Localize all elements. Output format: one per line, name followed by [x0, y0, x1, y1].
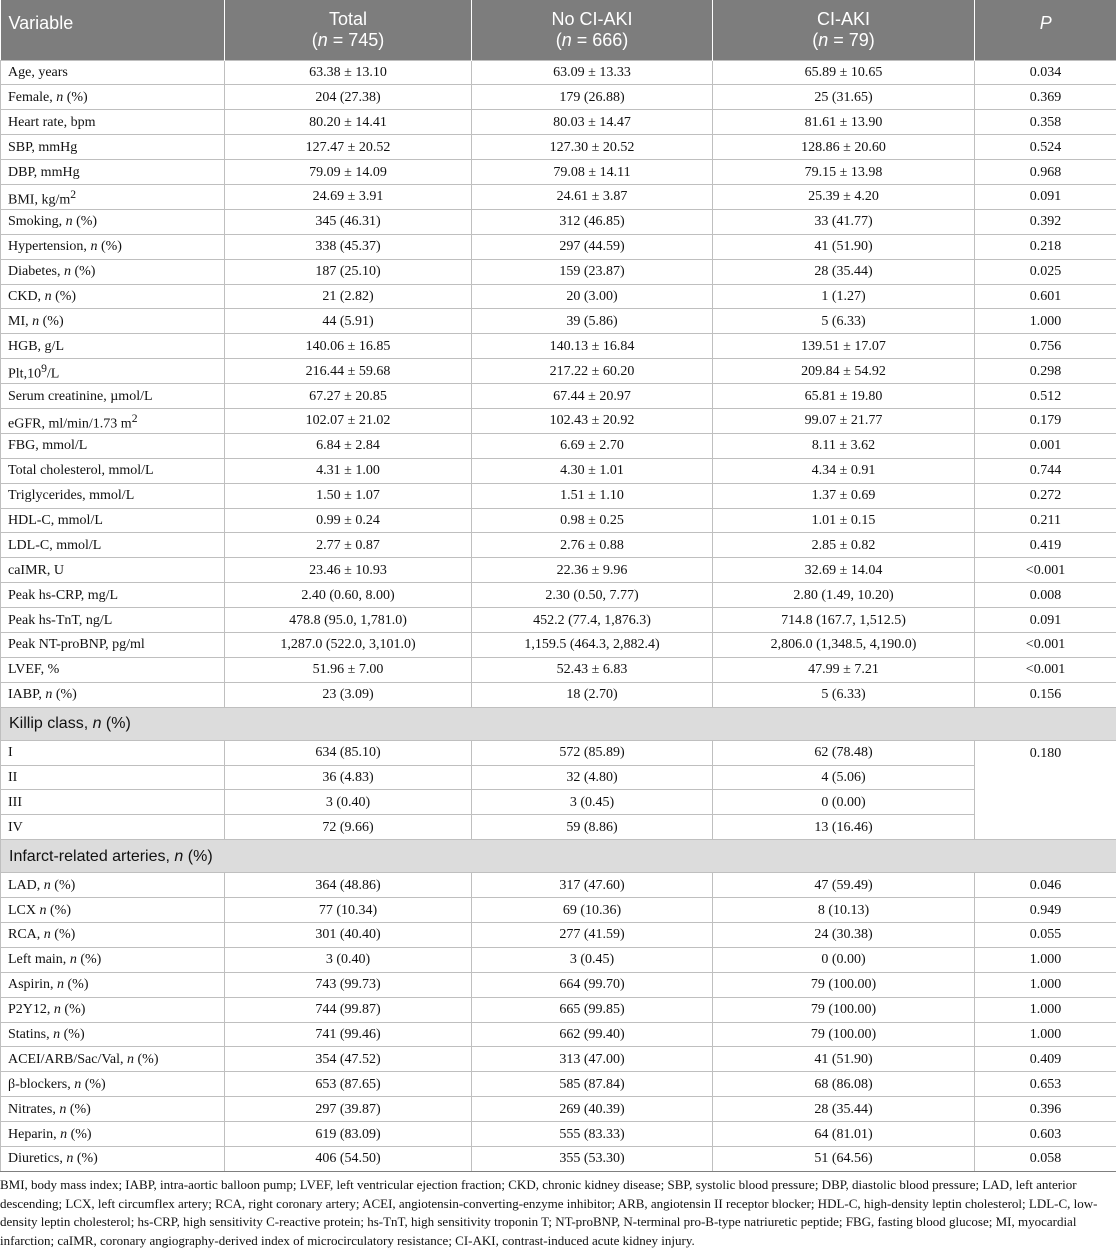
cell-no-ci-aki: 63.09 ± 13.33	[472, 60, 713, 85]
table-row	[1, 234, 1116, 259]
row-label: $Plt,10^9/L$	[1, 359, 225, 384]
cell-no-ci-aki: 4.30 ± 1.01	[472, 458, 713, 483]
row-label: β-blockers, n (%)	[1, 1072, 225, 1097]
table-row	[1, 923, 1116, 948]
cell-no-ci-aki: 1.51 ± 1.10	[472, 483, 713, 508]
cell-total: 297 (39.87)	[225, 1097, 472, 1122]
cell-no-ci-aki: 313 (47.00)	[472, 1047, 713, 1072]
cell-total: 67.27 ± 20.85	[225, 384, 472, 409]
cell-p-value: 0.744	[975, 458, 1116, 483]
row-label: RCA, n (%)	[1, 923, 225, 948]
row-label: Statins, n (%)	[1, 1022, 225, 1047]
row-label: Serum creatinine, µmol/L	[1, 384, 225, 409]
cell-total: 80.20 ± 14.41	[225, 110, 472, 135]
header-ci-aki-n: (n = 79)	[812, 29, 875, 50]
cell-total: 23.46 ± 10.93	[225, 558, 472, 583]
cell-no-ci-aki: 127.30 ± 20.52	[472, 135, 713, 160]
cell-ci-aki: 209.84 ± 54.92	[713, 359, 975, 384]
cell-p-value: 0.369	[975, 85, 1116, 110]
cell-no-ci-aki: 662 (99.40)	[472, 1022, 713, 1047]
cell-no-ci-aki: 664 (99.70)	[472, 972, 713, 997]
section-title: Infarct-related arteries, n (%)	[1, 840, 1116, 873]
row-label: Diuretics, n (%)	[1, 1147, 225, 1172]
header-total-n: (n = 745)	[311, 29, 385, 50]
table-row	[1, 160, 1116, 185]
row-label: caIMR, U	[1, 558, 225, 583]
cell-p-value: 1.000	[975, 947, 1116, 972]
cell-no-ci-aki: 269 (40.39)	[472, 1097, 713, 1122]
row-label: MI, n (%)	[1, 309, 225, 334]
cell-total: 21 (2.82)	[225, 284, 472, 309]
cell-no-ci-aki: 24.61 ± 3.87	[472, 184, 713, 209]
cell-total: 634 (85.10)	[225, 740, 472, 765]
cell-no-ci-aki: 39 (5.86)	[472, 309, 713, 334]
cell-p-value: 0.272	[975, 483, 1116, 508]
cell-no-ci-aki: 665 (99.85)	[472, 997, 713, 1022]
cell-p-value: 0.091	[975, 608, 1116, 633]
table-row	[1, 309, 1116, 334]
cell-no-ci-aki: 67.44 ± 20.97	[472, 384, 713, 409]
cell-no-ci-aki: 32 (4.80)	[472, 765, 713, 790]
cell-p-value: 0.512	[975, 384, 1116, 409]
table-row	[1, 384, 1116, 409]
table-row	[1, 558, 1116, 583]
table-row	[1, 815, 1116, 840]
row-label: LAD, n (%)	[1, 873, 225, 898]
row-label: FBG, mmol/L	[1, 433, 225, 458]
cell-ci-aki: 41 (51.90)	[713, 234, 975, 259]
cell-ci-aki: 79 (100.00)	[713, 972, 975, 997]
cell-total: 72 (9.66)	[225, 815, 472, 840]
cell-ci-aki: 139.51 ± 17.07	[713, 334, 975, 359]
cell-total: 3 (0.40)	[225, 790, 472, 815]
cell-ci-aki: 714.8 (167.7, 1,512.5)	[713, 608, 975, 633]
cell-p-value: 0.653	[975, 1072, 1116, 1097]
row-label: IV	[1, 815, 225, 840]
table-row	[1, 359, 1116, 384]
row-label: Total cholesterol, mmol/L	[1, 458, 225, 483]
cell-p-value: 0.949	[975, 898, 1116, 923]
cell-total: 619 (83.09)	[225, 1122, 472, 1147]
cell-p-value: 0.396	[975, 1097, 1116, 1122]
cell-ci-aki: 2.85 ± 0.82	[713, 533, 975, 558]
row-label: Triglycerides, mmol/L	[1, 483, 225, 508]
cell-p-value: 0.601	[975, 284, 1116, 309]
row-label: Heart rate, bpm	[1, 110, 225, 135]
cell-no-ci-aki: 312 (46.85)	[472, 209, 713, 234]
table-footnote: BMI, body mass index; IABP, intra-aortic balloon pump; LVEF, left ventricular ejection fraction; CKD, chronic kidney disease; SBP, systolic blood pressure; DBP, diastolic blood pressure; LAD, left anterior descending; LCX, left circumflex artery; RCA, right coronary artery; ACEI, angiotensin-converting-enzyme inhibitor; ARB, angiotensin II receptor blocker; HDL-C, high-density leptin cholesterol; LDL-C, low-density leptin cholesterol; hs-CRP, high sensitivity C-reactive protein; hs-TnT, high sensitivity troponin T; NT-proBNP, N-terminal pro-B-type natriuretic peptide; FBG, fasting blood glucose; MI, myocardial infarction; caIMR, coronary angiography-derived index of microcirculatory resistance; CI-AKI, contrast-induced acute kidney injury.	[0, 1177, 1098, 1248]
cell-no-ci-aki: 317 (47.60)	[472, 873, 713, 898]
table-row	[1, 135, 1116, 160]
row-label: Peak hs-CRP, mg/L	[1, 583, 225, 608]
cell-p-value: 1.000	[975, 1022, 1116, 1047]
cell-ci-aki: 8.11 ± 3.62	[713, 433, 975, 458]
cell-ci-aki: 1.01 ± 0.15	[713, 508, 975, 533]
row-label: III	[1, 790, 225, 815]
cell-ci-aki: 24 (30.38)	[713, 923, 975, 948]
table-row	[1, 60, 1116, 85]
table-row	[1, 740, 1116, 765]
cell-no-ci-aki: 555 (83.33)	[472, 1122, 713, 1147]
table-row	[1, 259, 1116, 284]
cell-p-value: 0.392	[975, 209, 1116, 234]
cell-total: 478.8 (95.0, 1,781.0)	[225, 608, 472, 633]
cell-ci-aki: 5 (6.33)	[713, 309, 975, 334]
cell-p-value: <0.001	[975, 657, 1116, 682]
cell-no-ci-aki: 585 (87.84)	[472, 1072, 713, 1097]
header-ci-aki-label: CI-AKI	[816, 8, 870, 29]
cell-ci-aki: 25.39 ± 4.20	[713, 184, 975, 209]
row-label: Peak NT-proBNP, pg/ml	[1, 632, 225, 657]
cell-total: 24.69 ± 3.91	[225, 184, 472, 209]
cell-ci-aki: 0 (0.00)	[713, 947, 975, 972]
table-row	[1, 483, 1116, 508]
header-no-ci-aki-label: No CI-AKI	[551, 8, 633, 29]
cell-no-ci-aki: 18 (2.70)	[472, 682, 713, 707]
cell-total: 79.09 ± 14.09	[225, 160, 472, 185]
section-killip-class	[1, 707, 1116, 740]
cell-total: 63.38 ± 13.10	[225, 60, 472, 85]
cell-no-ci-aki: 297 (44.59)	[472, 234, 713, 259]
cell-ci-aki: 1.37 ± 0.69	[713, 483, 975, 508]
cell-no-ci-aki: 80.03 ± 14.47	[472, 110, 713, 135]
table-row	[1, 632, 1116, 657]
cell-p-value: 0.058	[975, 1147, 1116, 1172]
row-label: Nitrates, n (%)	[1, 1097, 225, 1122]
table-row	[1, 1122, 1116, 1147]
row-label: II	[1, 765, 225, 790]
row-label: Heparin, n (%)	[1, 1122, 225, 1147]
cell-total: 2.40 (0.60, 8.00)	[225, 583, 472, 608]
cell-no-ci-aki: 59 (8.86)	[472, 815, 713, 840]
row-label: LVEF, %	[1, 657, 225, 682]
cell-p-value: 0.025	[975, 259, 1116, 284]
cell-no-ci-aki: 159 (23.87)	[472, 259, 713, 284]
table-row	[1, 765, 1116, 790]
cell-ci-aki: 47 (59.49)	[713, 873, 975, 898]
header-no-ci-aki	[472, 0, 713, 60]
cell-total: 216.44 ± 59.68	[225, 359, 472, 384]
table-row	[1, 1147, 1116, 1172]
section-infarct-related-arteries	[1, 840, 1116, 873]
cell-no-ci-aki: 140.13 ± 16.84	[472, 334, 713, 359]
cell-total: 338 (45.37)	[225, 234, 472, 259]
cell-total: 187 (25.10)	[225, 259, 472, 284]
cell-p-value: 0.001	[975, 433, 1116, 458]
cell-no-ci-aki: 2.76 ± 0.88	[472, 533, 713, 558]
table-row	[1, 458, 1116, 483]
row-label: eGFR, ml/min/1.73 $m^2$	[1, 408, 225, 433]
cell-p-value: 0.358	[975, 110, 1116, 135]
cell-no-ci-aki: 79.08 ± 14.11	[472, 160, 713, 185]
row-label: HDL-C, mmol/L	[1, 508, 225, 533]
cell-p-value: 0.409	[975, 1047, 1116, 1072]
cell-ci-aki: 65.89 ± 10.65	[713, 60, 975, 85]
cell-p-value: 0.211	[975, 508, 1116, 533]
cell-no-ci-aki: 22.36 ± 9.96	[472, 558, 713, 583]
table-row	[1, 657, 1116, 682]
table-row	[1, 408, 1116, 433]
cell-p-value: 0.055	[975, 923, 1116, 948]
table-row	[1, 433, 1116, 458]
row-label: HGB, g/L	[1, 334, 225, 359]
cell-total: 44 (5.91)	[225, 309, 472, 334]
row-label: IABP, n (%)	[1, 682, 225, 707]
cell-total: 6.84 ± 2.84	[225, 433, 472, 458]
cell-ci-aki: 2.80 (1.49, 10.20)	[713, 583, 975, 608]
cell-total: 2.77 ± 0.87	[225, 533, 472, 558]
cell-ci-aki: 25 (31.65)	[713, 85, 975, 110]
cell-p-value: <0.001	[975, 558, 1116, 583]
cell-ci-aki: 81.61 ± 13.90	[713, 110, 975, 135]
cell-p-value: 0.156	[975, 682, 1116, 707]
cell-total: 406 (54.50)	[225, 1147, 472, 1172]
row-label: SBP, mmHg	[1, 135, 225, 160]
cell-p-value: 0.603	[975, 1122, 1116, 1147]
row-label: I	[1, 740, 225, 765]
cell-no-ci-aki: 277 (41.59)	[472, 923, 713, 948]
cell-total: 345 (46.31)	[225, 209, 472, 234]
cell-p-value: 0.034	[975, 60, 1116, 85]
table-row	[1, 1072, 1116, 1097]
section-title: Killip class, n (%)	[1, 707, 1116, 740]
cell-p-value: 0.091	[975, 184, 1116, 209]
cell-no-ci-aki: 6.69 ± 2.70	[472, 433, 713, 458]
cell-total: 1,287.0 (522.0, 3,101.0)	[225, 632, 472, 657]
cell-ci-aki: 13 (16.46)	[713, 815, 975, 840]
table-row	[1, 1022, 1116, 1047]
cell-ci-aki: 5 (6.33)	[713, 682, 975, 707]
cell-total: 301 (40.40)	[225, 923, 472, 948]
cell-no-ci-aki: 452.2 (77.4, 1,876.3)	[472, 608, 713, 633]
cell-total: 4.31 ± 1.00	[225, 458, 472, 483]
cell-ci-aki: 51 (64.56)	[713, 1147, 975, 1172]
header-p-value: P	[975, 0, 1116, 60]
table-row	[1, 110, 1116, 135]
cell-ci-aki: 0 (0.00)	[713, 790, 975, 815]
cell-total: 36 (4.83)	[225, 765, 472, 790]
cell-no-ci-aki: 20 (3.00)	[472, 284, 713, 309]
cell-ci-aki: 64 (81.01)	[713, 1122, 975, 1147]
header-variable: Variable	[1, 0, 225, 60]
cell-p-value-killip: 0.180	[975, 740, 1116, 840]
cell-no-ci-aki: 179 (26.88)	[472, 85, 713, 110]
cell-total: 77 (10.34)	[225, 898, 472, 923]
row-label: Diabetes, n (%)	[1, 259, 225, 284]
cell-p-value: 0.218	[975, 234, 1116, 259]
cell-p-value: 1.000	[975, 309, 1116, 334]
header-total-label: Total	[328, 8, 368, 29]
cell-ci-aki: 62 (78.48)	[713, 740, 975, 765]
table-row	[1, 682, 1116, 707]
row-label: P2Y12, n (%)	[1, 997, 225, 1022]
cell-p-value: 0.524	[975, 135, 1116, 160]
table-row	[1, 284, 1116, 309]
cell-total: 51.96 ± 7.00	[225, 657, 472, 682]
cell-p-value: 0.419	[975, 533, 1116, 558]
table-row	[1, 184, 1116, 209]
cell-ci-aki: 33 (41.77)	[713, 209, 975, 234]
row-label: Female, n (%)	[1, 85, 225, 110]
cell-total: 0.99 ± 0.24	[225, 508, 472, 533]
cell-ci-aki: 79 (100.00)	[713, 1022, 975, 1047]
row-label: LCX n (%)	[1, 898, 225, 923]
row-label: CKD, n (%)	[1, 284, 225, 309]
cell-no-ci-aki: 2.30 (0.50, 7.77)	[472, 583, 713, 608]
cell-p-value: 0.968	[975, 160, 1116, 185]
row-label: LDL-C, mmol/L	[1, 533, 225, 558]
table-row	[1, 947, 1116, 972]
cell-total: 23 (3.09)	[225, 682, 472, 707]
cell-no-ci-aki: 69 (10.36)	[472, 898, 713, 923]
row-label: Peak hs-TnT, ng/L	[1, 608, 225, 633]
table-header	[1, 0, 1116, 60]
cell-no-ci-aki: 52.43 ± 6.83	[472, 657, 713, 682]
table-row	[1, 898, 1116, 923]
cell-p-value: 0.046	[975, 873, 1116, 898]
row-label: DBP, mmHg	[1, 160, 225, 185]
cell-p-value: 0.298	[975, 359, 1116, 384]
cell-no-ci-aki: 3 (0.45)	[472, 947, 713, 972]
cell-total: 653 (87.65)	[225, 1072, 472, 1097]
cell-ci-aki: 8 (10.13)	[713, 898, 975, 923]
cell-ci-aki: 1 (1.27)	[713, 284, 975, 309]
row-label: Smoking, n (%)	[1, 209, 225, 234]
cell-ci-aki: 4.34 ± 0.91	[713, 458, 975, 483]
cell-ci-aki: 79 (100.00)	[713, 997, 975, 1022]
header-no-ci-aki-n: (n = 666)	[555, 29, 629, 50]
cell-ci-aki: 28 (35.44)	[713, 1097, 975, 1122]
cell-no-ci-aki: 3 (0.45)	[472, 790, 713, 815]
cell-total: 743 (99.73)	[225, 972, 472, 997]
table-row	[1, 972, 1116, 997]
table-row	[1, 209, 1116, 234]
row-label: Hypertension, n (%)	[1, 234, 225, 259]
table-row	[1, 85, 1116, 110]
table-body	[1, 60, 1116, 1171]
row-label: Age, years	[1, 60, 225, 85]
cell-ci-aki: 65.81 ± 19.80	[713, 384, 975, 409]
row-label: BMI, $kg/m^2$	[1, 184, 225, 209]
cell-no-ci-aki: 217.22 ± 60.20	[472, 359, 713, 384]
cell-total: 741 (99.46)	[225, 1022, 472, 1047]
header-ci-aki	[713, 0, 975, 60]
table-row	[1, 508, 1116, 533]
header-total	[225, 0, 472, 60]
cell-ci-aki: 4 (5.06)	[713, 765, 975, 790]
cell-ci-aki: 2,806.0 (1,348.5, 4,190.0)	[713, 632, 975, 657]
cell-total: 127.47 ± 20.52	[225, 135, 472, 160]
cell-p-value: <0.001	[975, 632, 1116, 657]
cell-total: 3 (0.40)	[225, 947, 472, 972]
cell-ci-aki: 99.07 ± 21.77	[713, 408, 975, 433]
cell-ci-aki: 28 (35.44)	[713, 259, 975, 284]
cell-p-value: 1.000	[975, 997, 1116, 1022]
table-row	[1, 608, 1116, 633]
cell-p-value: 0.008	[975, 583, 1116, 608]
cell-no-ci-aki: 1,159.5 (464.3, 2,882.4)	[472, 632, 713, 657]
row-label: Left main, n (%)	[1, 947, 225, 972]
cell-no-ci-aki: 572 (85.89)	[472, 740, 713, 765]
cell-no-ci-aki: 355 (53.30)	[472, 1147, 713, 1172]
cell-ci-aki: 79.15 ± 13.98	[713, 160, 975, 185]
cell-total: 1.50 ± 1.07	[225, 483, 472, 508]
cell-total: 354 (47.52)	[225, 1047, 472, 1072]
table-row	[1, 334, 1116, 359]
cell-ci-aki: 47.99 ± 7.21	[713, 657, 975, 682]
table-row	[1, 583, 1116, 608]
table-row	[1, 1047, 1116, 1072]
cell-ci-aki: 41 (51.90)	[713, 1047, 975, 1072]
cell-p-value: 0.756	[975, 334, 1116, 359]
cell-no-ci-aki: 102.43 ± 20.92	[472, 408, 713, 433]
cell-p-value: 1.000	[975, 972, 1116, 997]
table-row	[1, 790, 1116, 815]
cell-total: 102.07 ± 21.02	[225, 408, 472, 433]
cell-total: 140.06 ± 16.85	[225, 334, 472, 359]
cell-total: 204 (27.38)	[225, 85, 472, 110]
cell-ci-aki: 32.69 ± 14.04	[713, 558, 975, 583]
table-row	[1, 1097, 1116, 1122]
cell-ci-aki: 128.86 ± 20.60	[713, 135, 975, 160]
cell-p-value: 0.179	[975, 408, 1116, 433]
cell-no-ci-aki: 0.98 ± 0.25	[472, 508, 713, 533]
cell-ci-aki: 68 (86.08)	[713, 1072, 975, 1097]
table-row	[1, 997, 1116, 1022]
row-label: ACEI/ARB/Sac/Val, n (%)	[1, 1047, 225, 1072]
cell-total: 744 (99.87)	[225, 997, 472, 1022]
row-label: Aspirin, n (%)	[1, 972, 225, 997]
cell-total: 364 (48.86)	[225, 873, 472, 898]
table-row	[1, 533, 1116, 558]
table-row	[1, 873, 1116, 898]
